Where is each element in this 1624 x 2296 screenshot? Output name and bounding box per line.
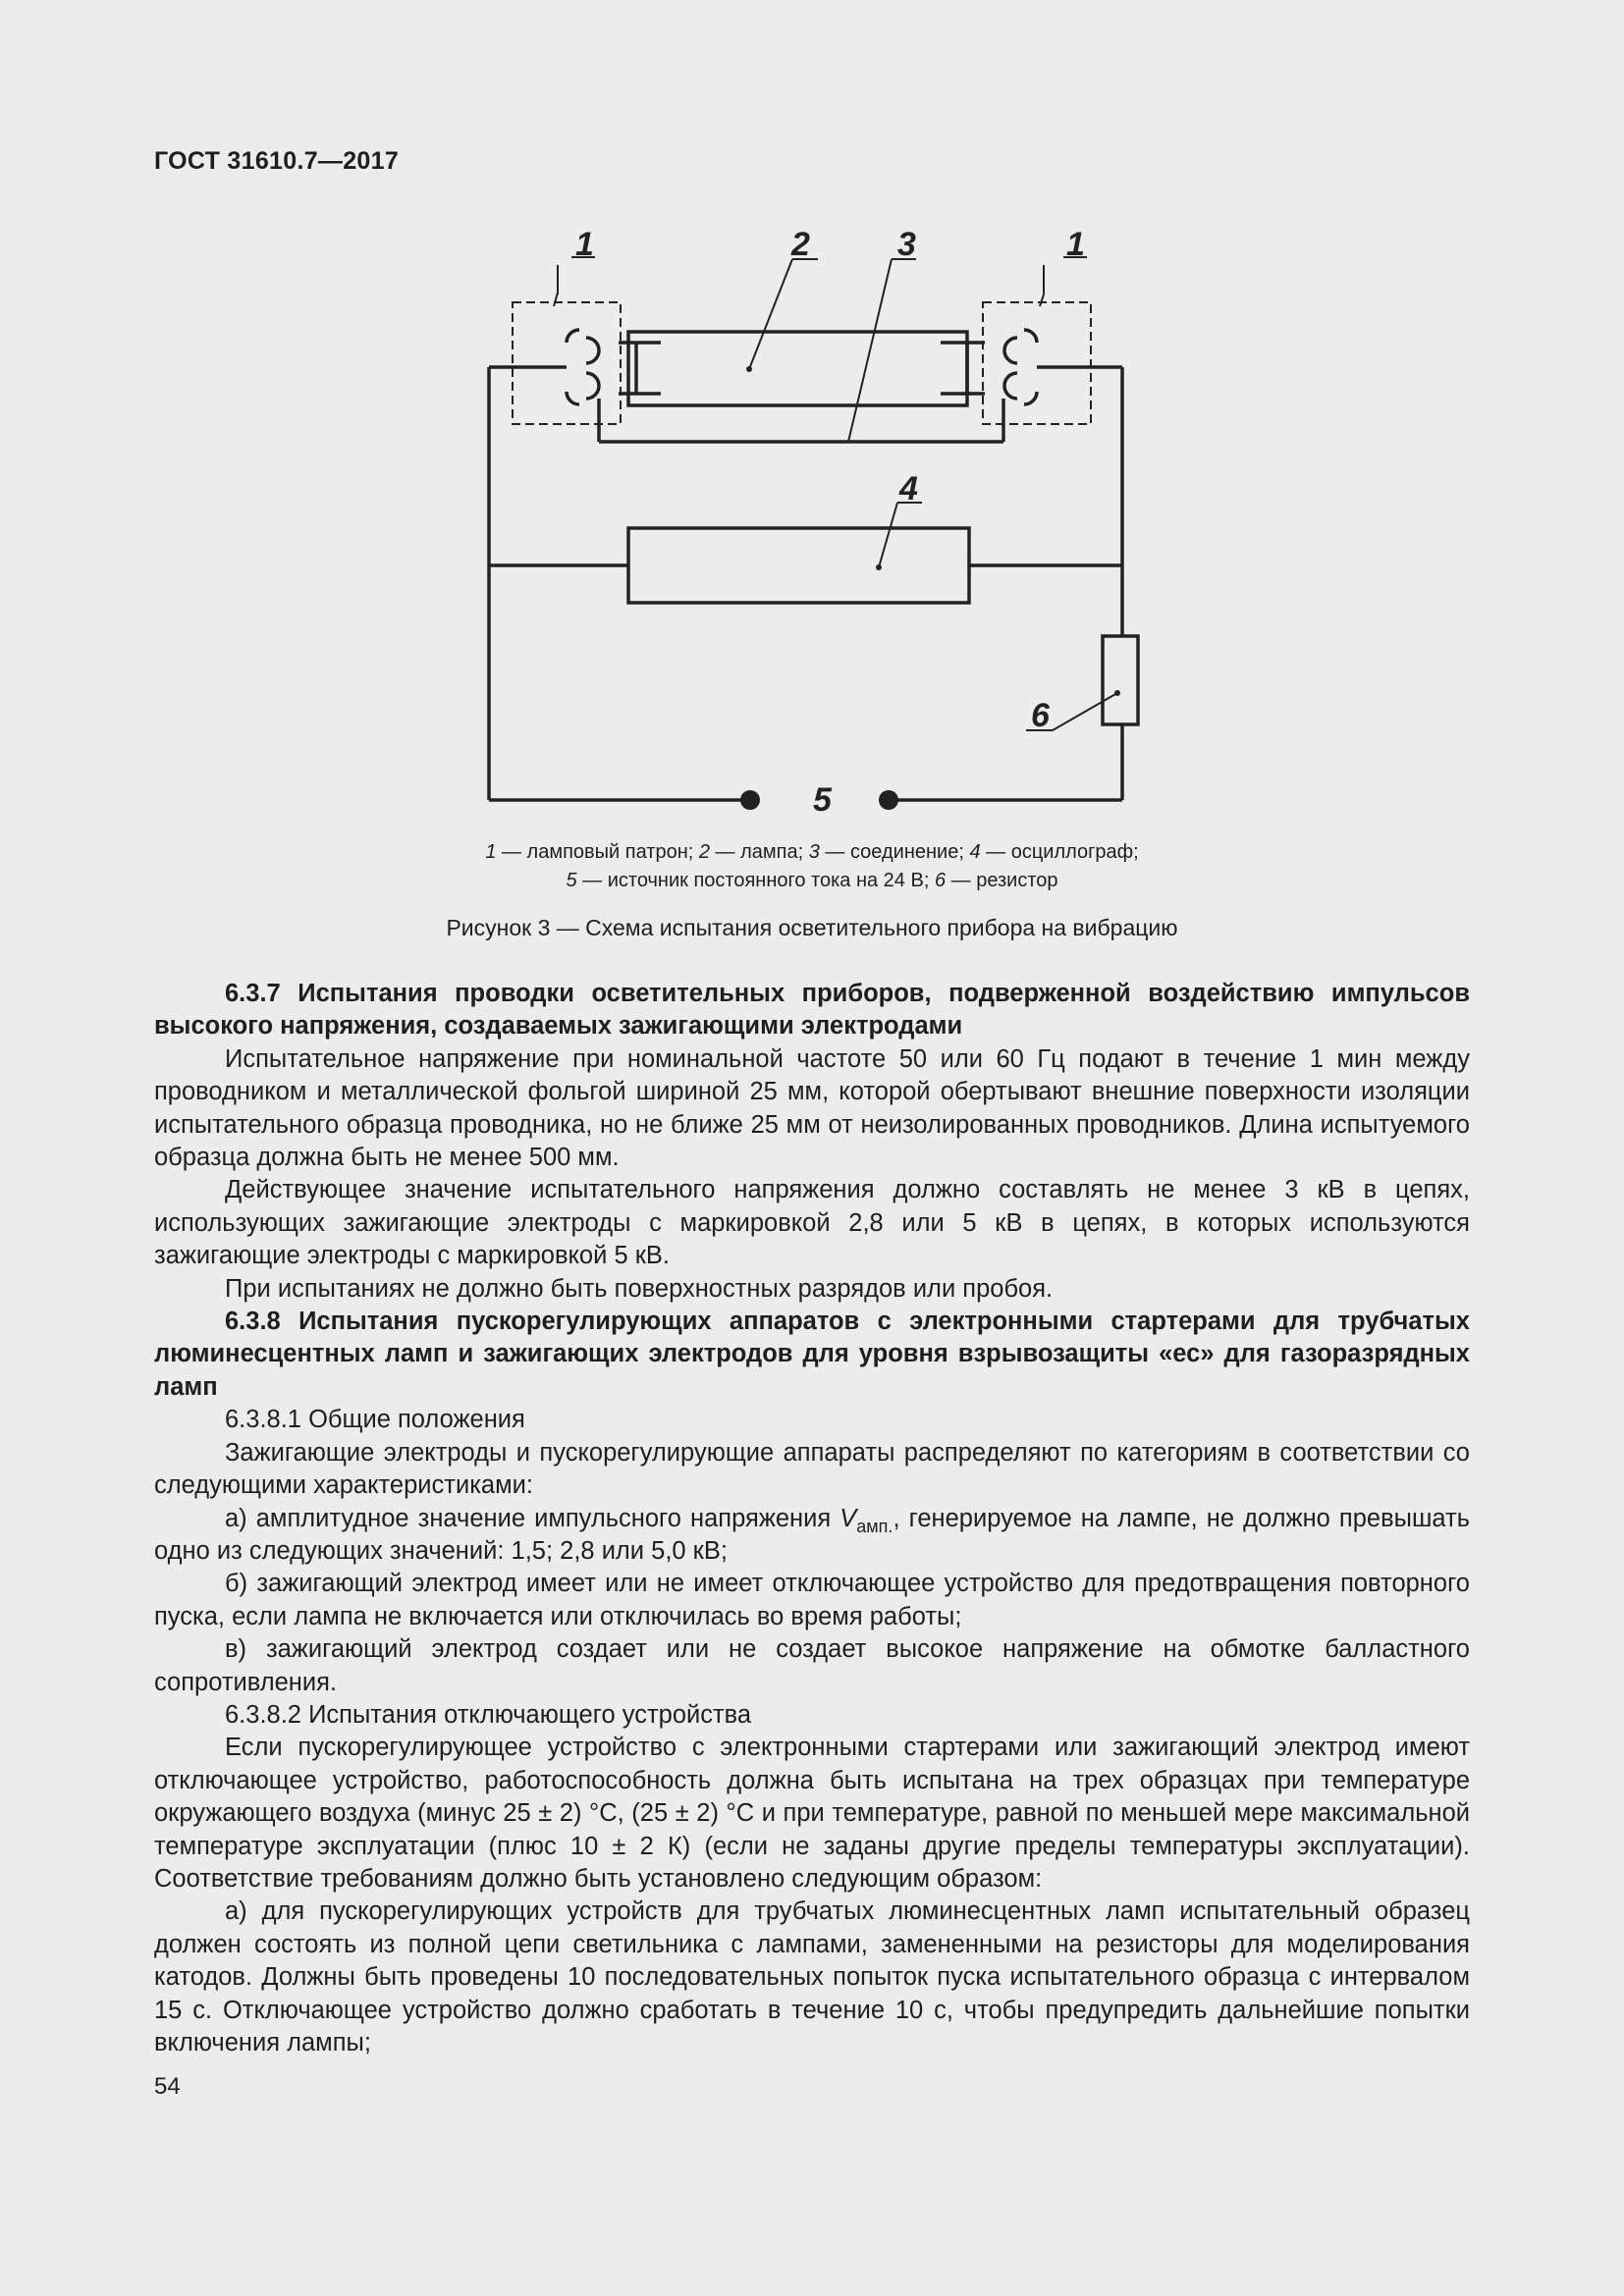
- paragraph: Зажигающие электроды и пускорегулирующие аппараты распределяют по категориям в соответствии со следующими характеристиками:: [154, 1438, 1470, 1500]
- wiring: [489, 367, 1122, 800]
- list-item-b: б) зажигающий электрод имеет или не имеет отключающее устройство для предотвращения повторного пуска, если лампа не включается или отключилась во время работы;: [154, 1570, 1470, 1630]
- lamp: [619, 332, 985, 405]
- list-item-c: в) зажигающий электрод создает или не создает высокое напряжение на обмотке балластного сопротивления.: [154, 1635, 1470, 1696]
- label-2: 2: [791, 226, 810, 263]
- label-1-left: 1: [575, 226, 594, 263]
- paragraph: Испытательное напряжение при номинальной частоте 50 или 60 Гц подают в течение 1 мин между проводником и металлической фольгой шириной 25 мм, которой обертывают внешние поверхности изоляции испытательного образца проводника, но не ближе 25 мм от неизолированных проводников. Длина испытуемого образца должна быть не менее 500 мм.: [154, 1044, 1470, 1172]
- label-1-right: 1: [1066, 226, 1085, 263]
- list-item-a: а) для пускорегулирующих устройств для трубчатых люминесцентных ламп испытательный образец должен состоять из полной цепи светильника с лампами, замененными на резисторы для моделирования катодов. Должны быть проведены 10 последовательных попыток пуска испытательного образца с интервалом 15 с. Отключающее устройство должно сработать в течение 10 с, чтобы предупредить дальнейшие попытки включения лампы;: [154, 1897, 1470, 2056]
- label-5: 5: [813, 781, 832, 819]
- document-header: ГОСТ 31610.7—2017: [154, 147, 400, 175]
- lamp-holder-left: [513, 302, 621, 424]
- section-6-3-8-heading: 6.3.8 Испытания пускорегулирующих аппаратов с электронными стартерами для трубчатых люминесцентных ламп и зажигающих электродов для уровня взрывозащиты «ес» для газоразрядных ламп: [154, 1308, 1470, 1401]
- subsection-6-3-8-1-title: 6.3.8.1 Общие положения: [225, 1406, 525, 1434]
- figure-title: Рисунок 3 — Схема испытания осветительного прибора на вибрацию: [446, 915, 1178, 940]
- label-3: 3: [897, 226, 916, 263]
- paragraph: Если пускорегулирующее устройство с электронными стартерами или зажигающий электрод имеют отключающее устройство, работоспособность должна быть испытана на трех образцах при температуре окружающего воздуха (минус 25 ± 2) °С, (25 ± 2) °С и при температуре, равной по меньшей мере максимальной температуре эксплуатации (плюс 10 ± 2 К) (если не заданы другие пределы температуры эксплуатации). Соответствие требованиям должно быть установлено следующим образом:: [154, 1734, 1470, 1893]
- paragraph: При испытаниях не должно быть поверхностных разрядов или пробоя.: [225, 1274, 1054, 1303]
- lamp-holder-right: [983, 302, 1091, 424]
- section-6-3-7-heading: 6.3.7 Испытания проводки осветительных приборов, подверженной воздействию импульсов высокого напряжения, создаваемых зажигающими электродами: [154, 980, 1470, 1041]
- document-body: [154, 978, 1470, 2059]
- leader-lines: [554, 257, 1117, 730]
- page-number: 54: [154, 2073, 181, 2100]
- circuit-diagram: [461, 226, 1168, 834]
- list-item-a: а) амплитудное значение импульсного напряжения $V_{амп.}$, генерируемое на лампе, не должно превышать одно из следующих значений: 1,5; 2,8 или 5,0 кВ;: [154, 1504, 1470, 1565]
- subsection-6-3-8-2-title: 6.3.8.2 Испытания отключающего устройства: [225, 1700, 752, 1729]
- oscillograph: [628, 528, 969, 603]
- figure-legend-line-2: 5 — источник постоянного тока на 24 В; 6 — резистор: [566, 870, 1058, 891]
- paragraph: Действующее значение испытательного напряжения должно составлять не менее 3 кВ в цепях, использующих зажигающие электроды с маркировкой 2,8 или 5 кВ в цепях, в которых используются зажигающие электроды с маркировкой 5 кВ.: [154, 1176, 1470, 1270]
- figure-legend-line-1: 1 — ламповый патрон; 2 — лампа; 3 — соединение; 4 — осциллограф;: [485, 841, 1139, 863]
- label-6: 6: [1031, 697, 1050, 734]
- resistor: [1103, 636, 1138, 724]
- label-4: 4: [899, 470, 918, 507]
